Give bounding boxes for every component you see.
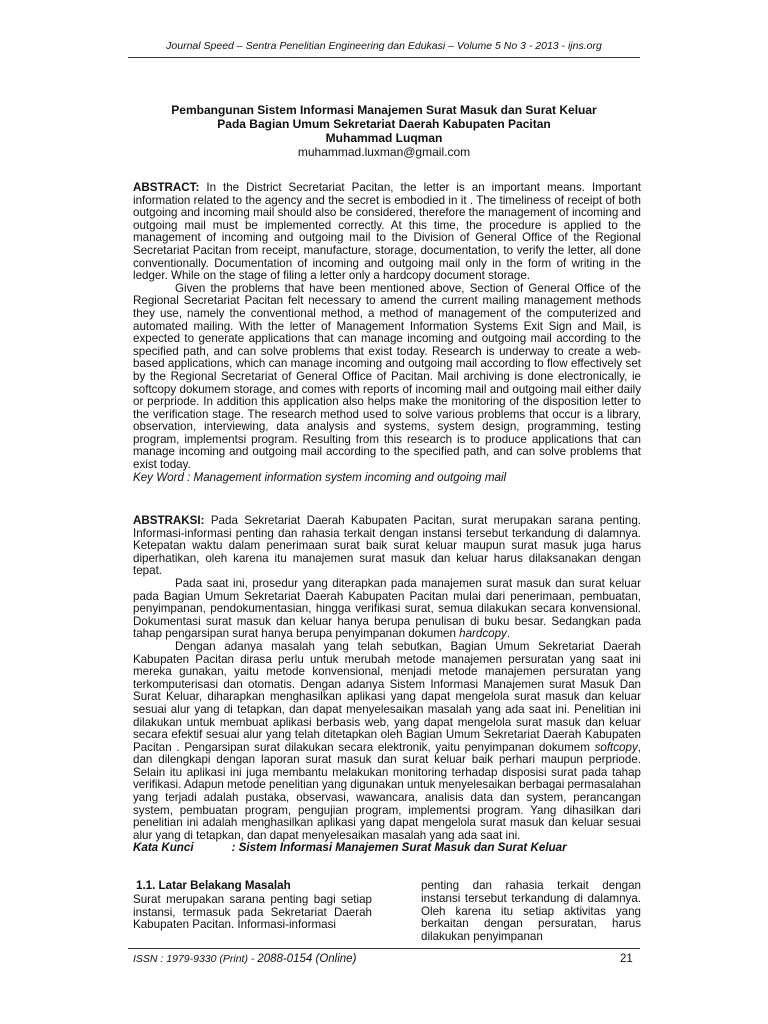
footer-issn <box>133 953 356 965</box>
abstraksi-text-2-end: . <box>506 627 511 641</box>
left-column-text: Surat merupakan sarana penting bagi setiap instansi, termasuk pada Sekretariat Daerah Kabupaten Pacitan. Informasi-informasi <box>133 892 372 932</box>
abstraksi-paragraph-3 <box>133 641 641 843</box>
author-email: muhammad.luxman@gmail.com <box>297 145 471 159</box>
running-head: Journal Speed – Sentra Penelitian Engineering dan Edukasi – Volume 5 No 3 - 2013 - ijns.org <box>166 40 602 52</box>
kata-kunci-value: : Sistem Informasi Manajemen Surat Masuk dan Surat Keluar <box>231 841 567 855</box>
footer-rule <box>128 948 640 949</box>
abstract-keywords: Key Word : Management information system incoming and outgoing mail <box>133 470 507 484</box>
kata-kunci <box>133 842 641 855</box>
issn-online: 2088-0154 (Online) <box>257 953 357 965</box>
paper-title-line1: Pembangunan Sistem Informasi Manajemen Surat Masuk dan Surat Keluar <box>171 103 597 117</box>
kata-kunci-label: Kata Kunci <box>133 841 194 855</box>
page-number: 21 <box>620 953 633 965</box>
abstraksi-paragraph-2 <box>133 578 641 641</box>
abstraksi-em-hardcopy: hardcopy <box>459 627 507 641</box>
abstraksi-paragraph-1 <box>133 515 641 578</box>
paper-title-line2: Pada Bagian Umum Sekretariat Daerah Kabupaten Pacitan <box>217 117 551 131</box>
header-rule <box>128 57 640 58</box>
issn-print: ISSN : 1979-9330 (Print) - <box>133 953 258 965</box>
abstract-section <box>133 182 641 484</box>
left-column <box>133 880 372 932</box>
right-column-text: penting dan rahasia terkait dengan instansi tersebut terkandung di dalamnya. Oleh karena itu setiap aktivitas yang berkaitan dengan persuratan, harus dilakukan penyimpanan <box>421 879 641 944</box>
abstraksi-text-2: Pada saat ini, prosedur yang diterapkan pada manajemen surat masuk dan surat keluar pada Bagian Umum Sekretariat Daerah Kabupaten Pacitan mulai dari penerimaan, pembuatan, penyimpanan, pendokumentasian, hingga verifikasi surat, semua dilakukan secara konvensional. Dokumentasi surat masuk dan keluar hanya berupa penulisan di buku besar. Sedangkan pada tahap pengarsipan surat hanya berupa penyimpanan dokumen <box>133 576 641 641</box>
abstract-text-1: In the District Secretariat Pacitan, the letter is an important means. Important information related to the agency and the secret is embodied in it . The timeliness of receipt of both outgoing and incoming mail should also be considered, therefore the management of incoming and outgoing mail must be implemented correctly. At this time, the procedure is applied to the management of incoming and outgoing mail to the Division of General Office of the Regional Secretariat Pacitan from receipt, manufacture, storage, documentation, to verify the letter, all done conventionally. Documentation of incoming and outgoing mail only in the form of writing in the ledger. While on the stage of filing a letter only a hardcopy document storage. <box>133 181 641 283</box>
abstraksi-text-3-end: , dan dilengkapi dengan laporan surat masuk dan surat keluar baik perhari maupun perpriode. Selain itu aplikasi ini juga membantu melakukan monitoring terhadap disposisi surat pada tahap verifikasi. Adapun metode penelitian yang digunakan untuk menyelesaikan berbagai permasalahan yang terjadi adalah pustaka, observasi, wawancara, analisis data dan system, perancangan system, pembuatan program, pengujian program, implementsi program. Yang dihasilkan dari penelitian ini adalah menghasilkan aplikasi yang dapat mengelola surat masuk dan keluar sesuai alur yang di tetapkan, dan dapat menyelesaikan masalah yang ada saat ini. <box>133 740 641 842</box>
abstract-label: ABSTRACT: <box>133 181 200 194</box>
abstraksi-section <box>133 515 641 855</box>
abstraksi-text-3: Dengan adanya masalah yang telah sebutkan, Bagian Umum Sekretariat Daerah Kabupaten Pacitan dirasa perlu untuk merubah metode manajemen persuratan yang saat ini mereka gunakan, yaitu metode konvensional, menjadi metode manajemen persuratan yang terkomputerisasi dan otomatis. Dengan adanya Sistem Informasi Manajemen surat Masuk Dan Surat Keluar, diharapkan menghasilkan aplikasi yang dapat mengelola surat masuk dan keluar sesuai alur yang di tetapkan, dan dapat menyelesaikan masalah yang ada saat ini. Penelitian ini dilakukan untuk membuat aplikasi berbasis web, yang dapat mengelola surat masuk dan keluar secara efektif sesuai alur yang telah ditetapkan oleh Bagian Umum Sekretariat Daerah Kabupaten Pacitan . Pengarsipan surat dilakukan secara elektronik, yaitu penyimpanan dokumem <box>133 639 641 754</box>
title-block <box>0 103 768 159</box>
abstraksi-label: ABSTRAKSI: <box>133 514 205 527</box>
abstract-paragraph-1 <box>133 182 641 283</box>
author-name: Muhammad Luqman <box>325 131 443 145</box>
abstraksi-em-softcopy: softcopy <box>594 740 638 754</box>
abstract-paragraph-2: Given the problems that have been mentioned above, Section of General Office of the Regional Secretariat Pacitan felt necessary to amend the current mailing management methods they use, namely the conventional method, a method of management of the computerized and automated mailing. With the letter of Management Information Systems Exit Sign and Mail, is expected to generate applications that can manage incoming and outgoing mail according to the specified path, and can solve problems that exist today. Research is underway to create a web-based applications, which can manage incoming and outgoing mail according to flow effectively set by the Regional Secretariat of General Office of Pacitan. Mail archiving is done electronically, ie softcopy dokumem storage, and comes with reports of incoming mail and outgoing mail either daily or perpriode. In addition this application also helps make the monitoring of the disposition letter to the verification stage. The research method used to solve various problems that occur is a library, observation, interviewing, data analysis and systems, system design, programming, testing program, implementsi program. Resulting from this research is to produce applications that can manage incoming and outgoing mail according to the specified path, and can solve problems that exist today. <box>133 281 641 472</box>
abstraksi-text-1: Pada Sekretariat Daerah Kabupaten Pacitan, surat merupakan sarana penting. Informasi-informasi penting dan rahasia terkait dengan instansi tersebut terkandung di dalamnya. Ketepatan waktu dalam penerimaan surat baik surat keluar maupun surat masuk juga harus diperhatikan, oleh karena itu manajemen surat masuk dan keluar harus dilaksanakan dengan tepat. <box>133 514 641 578</box>
right-column <box>421 880 641 944</box>
section-heading: 1.1. Latar Belakang Masalah <box>136 879 291 892</box>
